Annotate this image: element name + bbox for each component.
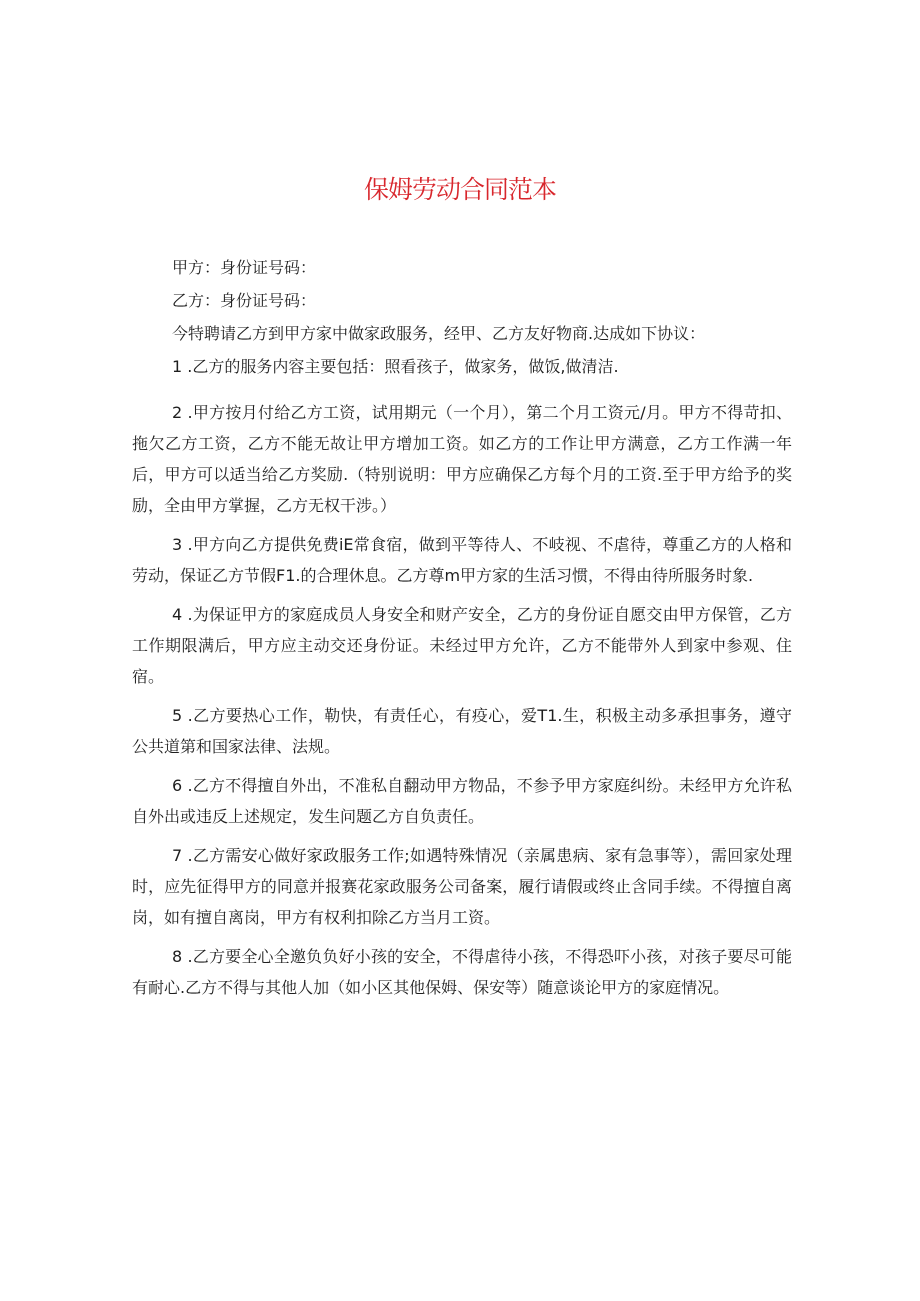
clause-4: 4 .为保证甲方的家庭成员人身安全和财产安全，乙方的身份证自愿交由甲方保管，乙方工作期限满后，甲方应主动交还身份证。未经过甲方允许，乙方不能带外人到家中参观、住宿。	[132, 605, 792, 686]
intro-line: 今特聘请乙方到甲方家中做家政服务，经甲、乙方友好物商.达成如下协议：	[172, 324, 706, 343]
clause-5: 5 .乙方要热心工作，勒快，有责任心，有疫心，爱T1.生，积极主动多承担事务，遵守公共道第和国家法律、法规。	[132, 706, 792, 756]
document-body	[132, 252, 792, 1003]
document-title: 保姆劳动合同范本	[363, 175, 556, 204]
clause-1: 1 .乙方的服务内容主要包括：照看孩子，做家务，做饭,做清洁.	[172, 357, 619, 376]
clause-7: 7 .乙方需安心做好家政服务工作;如遇特殊情况（亲属患病、家有急事等），需回家处理时，应先征得甲方的同意并报赛花家政服务公司备案，履行请假或终止含同手续。不得擅自离岗，如有擅自离岗，甲方有权利扣除乙方当月工资。	[132, 846, 792, 927]
party-b-line: 乙方：身份证号码：	[172, 291, 317, 310]
party-a-line: 甲方：身份证号码：	[172, 258, 317, 277]
clause-8: 8 .乙方要全心全邀负负好小孩的安全，不得虐待小孩，不得恐吓小孩，对孩子要尽可能有耐心.乙方不得与其他人加（如小区其他保姆、保安等）随意谈论甲方的家庭情况。	[132, 947, 792, 997]
clause-2: 2 .甲方按月付给乙方工资，试用期元（一个月），第二个月工资元/月。甲方不得苛扣、拖欠乙方工资，乙方不能无故让甲方增加工资。如乙方的工作让甲方满意，乙方工作满一年后，甲方可以适当给乙方奖励.（特别说明：甲方应确保乙方每个月的工资.至于甲方给予的奖励，全由甲方掌握，乙方无权干涉。）	[132, 403, 792, 515]
clause-3: 3 .甲方向乙方提供免费iE常食宿，做到平等待人、不岐视、不虐待，尊重乙方的人格和劳动，保证乙方节假F1.的合理休息。乙方尊m甲方家的生活习惯，不得由待所服务时象.	[132, 535, 792, 585]
clause-6: 6 .乙方不得擅自外出，不准私自翻动甲方物品，不参予甲方家庭纠纷。未经甲方允许私自外出或违反上述规定，发生问题乙方自负责任。	[132, 776, 792, 826]
